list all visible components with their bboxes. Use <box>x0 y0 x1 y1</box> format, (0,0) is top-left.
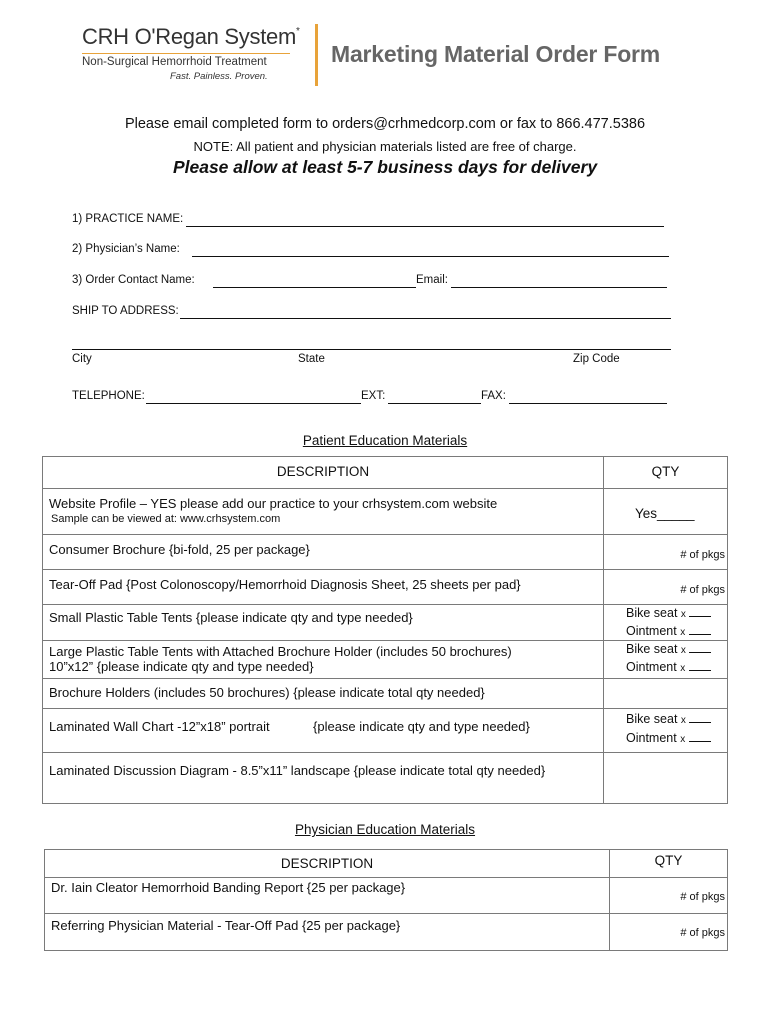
ointment-label: Ointment <box>626 624 677 638</box>
table-header-row <box>43 457 728 489</box>
ointment-blank[interactable] <box>689 624 711 635</box>
yes-field[interactable]: Yes_____ <box>635 506 695 521</box>
delivery-text: Please allow at least 5-7 business days for delivery <box>172 157 598 177</box>
bike-seat-label: Bike seat <box>626 606 678 620</box>
row-description: Large Plastic Table Tents with Attached Brochure Holder (includes 50 brochures) <box>49 644 512 659</box>
qty-cell[interactable] <box>604 489 728 535</box>
ext-label: EXT: <box>361 390 386 402</box>
row-description: Laminated Discussion Diagram - 8.5”x11” landscape {please indicate total qty needed} <box>49 763 546 778</box>
qty-cell[interactable] <box>604 570 728 605</box>
qty-cell[interactable] <box>604 753 728 804</box>
qty-header: QTY <box>654 853 683 868</box>
qty-cell[interactable] <box>604 535 728 570</box>
bike-seat-blank[interactable] <box>689 712 711 723</box>
fax-label: FAX: <box>481 390 506 402</box>
header-qty-cell <box>604 457 728 489</box>
ointment-label: Ointment <box>626 660 677 674</box>
row-description: Referring Physician Material - Tear-Off Pad {25 per package} <box>51 918 401 933</box>
qty-cell[interactable] <box>604 641 728 679</box>
ointment-blank[interactable] <box>689 731 711 742</box>
physician-section-title: Physician Education Materials <box>294 822 476 837</box>
physician-name-field[interactable] <box>192 256 669 257</box>
physician-name-label: 2) Physician’s Name: <box>72 243 180 255</box>
bike-seat-qty[interactable] <box>626 712 711 726</box>
description-cell <box>43 709 604 753</box>
row-description: Website Profile – YES please add our practice to your crhsystem.com website <box>49 496 498 511</box>
brand-mark: * <box>295 25 300 37</box>
bike-seat-label: Bike seat <box>626 642 678 656</box>
qty-header: QTY <box>651 464 680 479</box>
table-row <box>43 489 728 535</box>
pkgs-field[interactable]: # of pkgs <box>680 927 725 939</box>
row-description: Small Plastic Table Tents {please indicate qty and type needed} <box>49 610 413 625</box>
times-mark: x <box>680 734 686 745</box>
description-cell <box>43 570 604 605</box>
table-row <box>43 570 728 605</box>
practice-name-field[interactable] <box>186 226 664 227</box>
table-row <box>43 753 728 804</box>
bike-seat-label: Bike seat <box>626 712 678 726</box>
header-qty-cell <box>610 850 728 878</box>
times-mark: x <box>680 627 686 638</box>
bike-seat-qty[interactable] <box>626 642 711 656</box>
ship-to-label: SHIP TO ADDRESS: <box>72 305 179 317</box>
table-row <box>43 709 728 753</box>
bike-seat-blank[interactable] <box>689 642 711 653</box>
header-description-cell <box>45 850 610 878</box>
email-field[interactable] <box>451 287 667 288</box>
pkgs-field[interactable]: # of pkgs <box>680 584 725 596</box>
description-header: DESCRIPTION <box>276 464 370 479</box>
qty-cell[interactable] <box>604 679 728 709</box>
row-description: Tear-Off Pad {Post Colonoscopy/Hemorrhoid Diagnosis Sheet, 25 sheets per pad} <box>49 577 521 592</box>
qty-cell[interactable] <box>604 709 728 753</box>
brand-logo <box>82 24 300 50</box>
patient-materials-table <box>42 456 728 804</box>
row-description: Consumer Brochure {bi-fold, 25 per package} <box>49 542 310 557</box>
zip-label: Zip Code <box>573 353 620 365</box>
row-description: Laminated Wall Chart -12”x18” portrait <box>49 719 270 734</box>
qty-cell[interactable] <box>610 914 728 951</box>
table-row <box>43 641 728 679</box>
table-row <box>45 914 728 951</box>
times-mark: x <box>680 663 686 674</box>
ship-to-field[interactable] <box>180 318 671 319</box>
brand-tagline: Fast. Painless. Proven. <box>170 71 268 82</box>
description-cell <box>43 489 604 535</box>
description-cell <box>45 878 610 914</box>
description-cell <box>45 914 610 951</box>
pkgs-field[interactable]: # of pkgs <box>680 891 725 903</box>
order-contact-field[interactable] <box>213 287 416 288</box>
times-mark: x <box>680 609 686 620</box>
logo-rule <box>82 53 290 54</box>
table-header-row <box>45 850 728 878</box>
patient-section-title: Patient Education Materials <box>302 433 468 448</box>
description-cell <box>43 535 604 570</box>
description-cell <box>43 605 604 641</box>
instructions-text: Please email completed form to orders@crhmedcorp.com or fax to 866.477.5386 <box>124 116 646 132</box>
table-row <box>43 605 728 641</box>
ext-field[interactable] <box>388 403 481 404</box>
note-text: NOTE: All patient and physician materials listed are free of charge. <box>193 139 577 154</box>
table-row <box>43 535 728 570</box>
row-description-b: {please indicate qty and type needed} <box>313 719 530 734</box>
header-divider <box>315 24 318 86</box>
ointment-qty[interactable] <box>626 624 711 638</box>
page-title: Marketing Material Order Form <box>331 41 661 67</box>
times-mark: x <box>680 715 686 726</box>
ointment-qty[interactable] <box>626 660 711 674</box>
description-cell <box>43 641 604 679</box>
city-label: City <box>72 353 92 365</box>
description-cell <box>43 679 604 709</box>
address-line-2-field[interactable] <box>72 349 671 350</box>
row-description: Brochure Holders (includes 50 brochures) {please indicate total qty needed} <box>49 685 485 700</box>
table-row <box>43 679 728 709</box>
ointment-qty[interactable] <box>626 731 711 745</box>
ointment-label: Ointment <box>626 731 677 745</box>
bike-seat-qty[interactable] <box>626 606 711 620</box>
email-label: Email: <box>416 274 448 286</box>
row-description-line2: 10”x12” {please indicate qty and type needed} <box>49 659 314 674</box>
description-cell <box>43 753 604 804</box>
fax-field[interactable] <box>509 403 667 404</box>
description-header: DESCRIPTION <box>280 856 374 871</box>
row-description: Dr. Iain Cleator Hemorrhoid Banding Report {25 per package} <box>51 880 406 895</box>
times-mark: x <box>680 645 686 656</box>
state-label: State <box>298 353 325 365</box>
brand-subtitle: Non-Surgical Hemorrhoid Treatment <box>82 56 267 68</box>
order-contact-label: 3) Order Contact Name: <box>72 274 195 286</box>
qty-cell[interactable] <box>610 878 728 914</box>
row-note: Sample can be viewed at: www.crhsystem.com <box>51 513 281 525</box>
physician-materials-table <box>44 849 728 951</box>
practice-name-label: 1) PRACTICE NAME: <box>72 213 184 225</box>
table-row <box>45 878 728 914</box>
header-description-cell <box>43 457 604 489</box>
pkgs-field[interactable]: # of pkgs <box>680 549 725 561</box>
bike-seat-blank[interactable] <box>689 606 711 617</box>
brand-name: CRH O'Regan System <box>82 24 296 49</box>
telephone-field[interactable] <box>146 403 361 404</box>
qty-cell[interactable] <box>604 605 728 641</box>
telephone-label: TELEPHONE: <box>72 390 145 402</box>
ointment-blank[interactable] <box>689 660 711 671</box>
